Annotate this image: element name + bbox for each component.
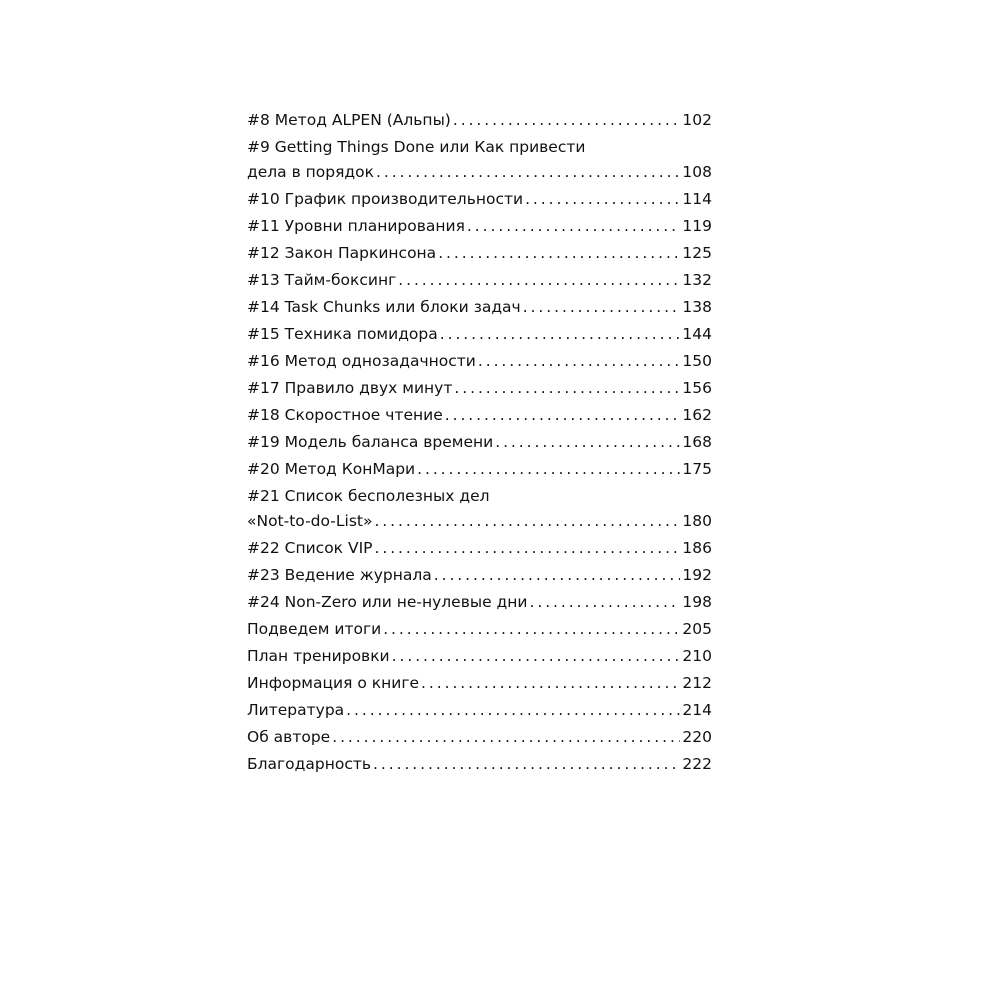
toc-entry-page-number: 210 (682, 647, 712, 665)
toc-entry-line (247, 457, 712, 482)
toc-entry-page-number: 214 (682, 701, 712, 719)
toc-entry-title: План тренировки (247, 647, 390, 665)
toc-entry-title: дела в порядок (247, 163, 374, 181)
toc-entry-page-number: 186 (682, 539, 712, 557)
toc-entry (247, 644, 712, 671)
toc-entry-page-number: 156 (682, 379, 712, 397)
toc-entry-page-number: 132 (682, 271, 712, 289)
toc-entry (247, 349, 712, 376)
toc-entry-page-number: 138 (682, 298, 712, 316)
toc-entry (247, 322, 712, 349)
toc-entry-title: Благодарность (247, 755, 372, 773)
toc-entry-page-number: 198 (682, 593, 712, 611)
dot-leader (523, 295, 681, 320)
toc-entry-page-number: 144 (682, 325, 712, 343)
toc-entry (247, 617, 712, 644)
toc-entry-line (247, 671, 712, 696)
dot-leader (421, 671, 680, 696)
toc-entry-title: #11 Уровни планирования (247, 217, 465, 235)
dot-leader (440, 322, 681, 347)
toc-entry-line (247, 295, 712, 320)
toc-entry-page-number: 108 (682, 163, 712, 181)
toc-entry-line (247, 590, 712, 615)
toc-entry-page-number: 175 (682, 460, 712, 478)
toc-entry-line (247, 563, 712, 588)
toc-entry-page-number: 125 (682, 244, 712, 262)
dot-leader (417, 457, 680, 482)
toc-entry-title: #8 Метод ALPEN (Альпы) (247, 111, 451, 129)
toc-entry (247, 241, 712, 268)
toc-entry-line (247, 509, 712, 534)
toc-entry-page-number: 119 (682, 217, 712, 235)
dot-leader (495, 430, 680, 455)
dot-leader (529, 590, 680, 615)
table-of-contents (247, 108, 712, 779)
toc-entry-line (247, 698, 712, 723)
toc-entry (247, 108, 712, 135)
toc-entry (247, 295, 712, 322)
toc-entry-line (247, 752, 712, 777)
toc-entry (247, 752, 712, 779)
toc-entry-title: #12 Закон Паркинсона (247, 244, 437, 262)
toc-entry-title: #16 Метод однозадачности (247, 352, 476, 370)
dot-leader (392, 644, 681, 669)
dot-leader (383, 617, 680, 642)
toc-entry-line (247, 214, 712, 239)
toc-entry (247, 725, 712, 752)
dot-leader (346, 698, 680, 723)
toc-entry-line (247, 108, 712, 133)
toc-entry-title: #19 Модель баланса времени (247, 433, 494, 451)
toc-entry (247, 135, 712, 187)
toc-entry (247, 214, 712, 241)
toc-entry-title: #14 Task Chunks или блоки задач (247, 298, 521, 316)
toc-entry-title: Подведем итоги (247, 620, 382, 638)
dot-leader (438, 241, 680, 266)
toc-entry-line (247, 644, 712, 669)
dot-leader (525, 187, 680, 212)
toc-entry-title: #18 Скоростное чтение (247, 406, 443, 424)
dot-leader (453, 108, 681, 133)
toc-entry-title: #23 Ведение журнала (247, 566, 432, 584)
toc-entry-line (247, 430, 712, 455)
toc-entry-page-number: 222 (682, 755, 712, 773)
toc-entry-page-number: 192 (682, 566, 712, 584)
toc-entry-line (247, 403, 712, 428)
toc-entry (247, 671, 712, 698)
toc-entry-line (247, 349, 712, 374)
toc-entry-line (247, 241, 712, 266)
toc-entry-title-line: #9 Getting Things Done или Как привести (247, 138, 586, 156)
toc-entry (247, 563, 712, 590)
toc-entry (247, 376, 712, 403)
dot-leader (434, 563, 681, 588)
dot-leader (445, 403, 681, 428)
toc-entry-line (247, 536, 712, 561)
toc-entry-title: «Not-to-do-List» (247, 512, 373, 530)
toc-entry-title: #15 Техника помидора (247, 325, 438, 343)
dot-leader (454, 376, 680, 401)
toc-entry-page-number: 150 (682, 352, 712, 370)
toc-entry-page-number: 180 (682, 512, 712, 530)
toc-entry-line (247, 187, 712, 212)
toc-entry-page-number: 212 (682, 674, 712, 692)
toc-entry-title: Литература (247, 701, 345, 719)
toc-entry-title-line: #21 Список бесполезных дел (247, 487, 490, 505)
toc-entry-page-number: 220 (682, 728, 712, 746)
toc-entry-line (247, 160, 712, 185)
toc-entry-title: #24 Non-Zero или не-нулевые дни (247, 593, 528, 611)
dot-leader (478, 349, 681, 374)
toc-entry-page-number: 114 (682, 190, 712, 208)
toc-entry (247, 484, 712, 536)
toc-entry (247, 403, 712, 430)
dot-leader (332, 725, 680, 750)
toc-entry (247, 187, 712, 214)
toc-entry-title: #10 График производительности (247, 190, 524, 208)
toc-entry-line (247, 268, 712, 293)
toc-entry-page-number: 205 (682, 620, 712, 638)
toc-entry-line (247, 322, 712, 347)
dot-leader (398, 268, 680, 293)
toc-entry (247, 698, 712, 725)
dot-leader (374, 509, 680, 534)
toc-entry-line (247, 376, 712, 401)
toc-entry-line (247, 725, 712, 750)
toc-entry-title: Об авторе (247, 728, 331, 746)
toc-entry-title: #17 Правило двух минут (247, 379, 453, 397)
toc-entry (247, 430, 712, 457)
toc-entry-title: #13 Тайм-боксинг (247, 271, 397, 289)
toc-entry-title: Информация о книге (247, 674, 420, 692)
dot-leader (376, 160, 680, 185)
toc-entry (247, 536, 712, 563)
dot-leader (467, 214, 680, 239)
toc-entry-page-number: 162 (682, 406, 712, 424)
toc-entry-title: #22 Список VIP (247, 539, 373, 557)
toc-entry (247, 457, 712, 484)
toc-entry-page-number: 102 (682, 111, 712, 129)
toc-entry (247, 268, 712, 295)
toc-entry-page-number: 168 (682, 433, 712, 451)
dot-leader (373, 752, 680, 777)
dot-leader (374, 536, 680, 561)
toc-entry-title: #20 Метод КонМари (247, 460, 416, 478)
toc-entry (247, 590, 712, 617)
toc-entry-line (247, 617, 712, 642)
